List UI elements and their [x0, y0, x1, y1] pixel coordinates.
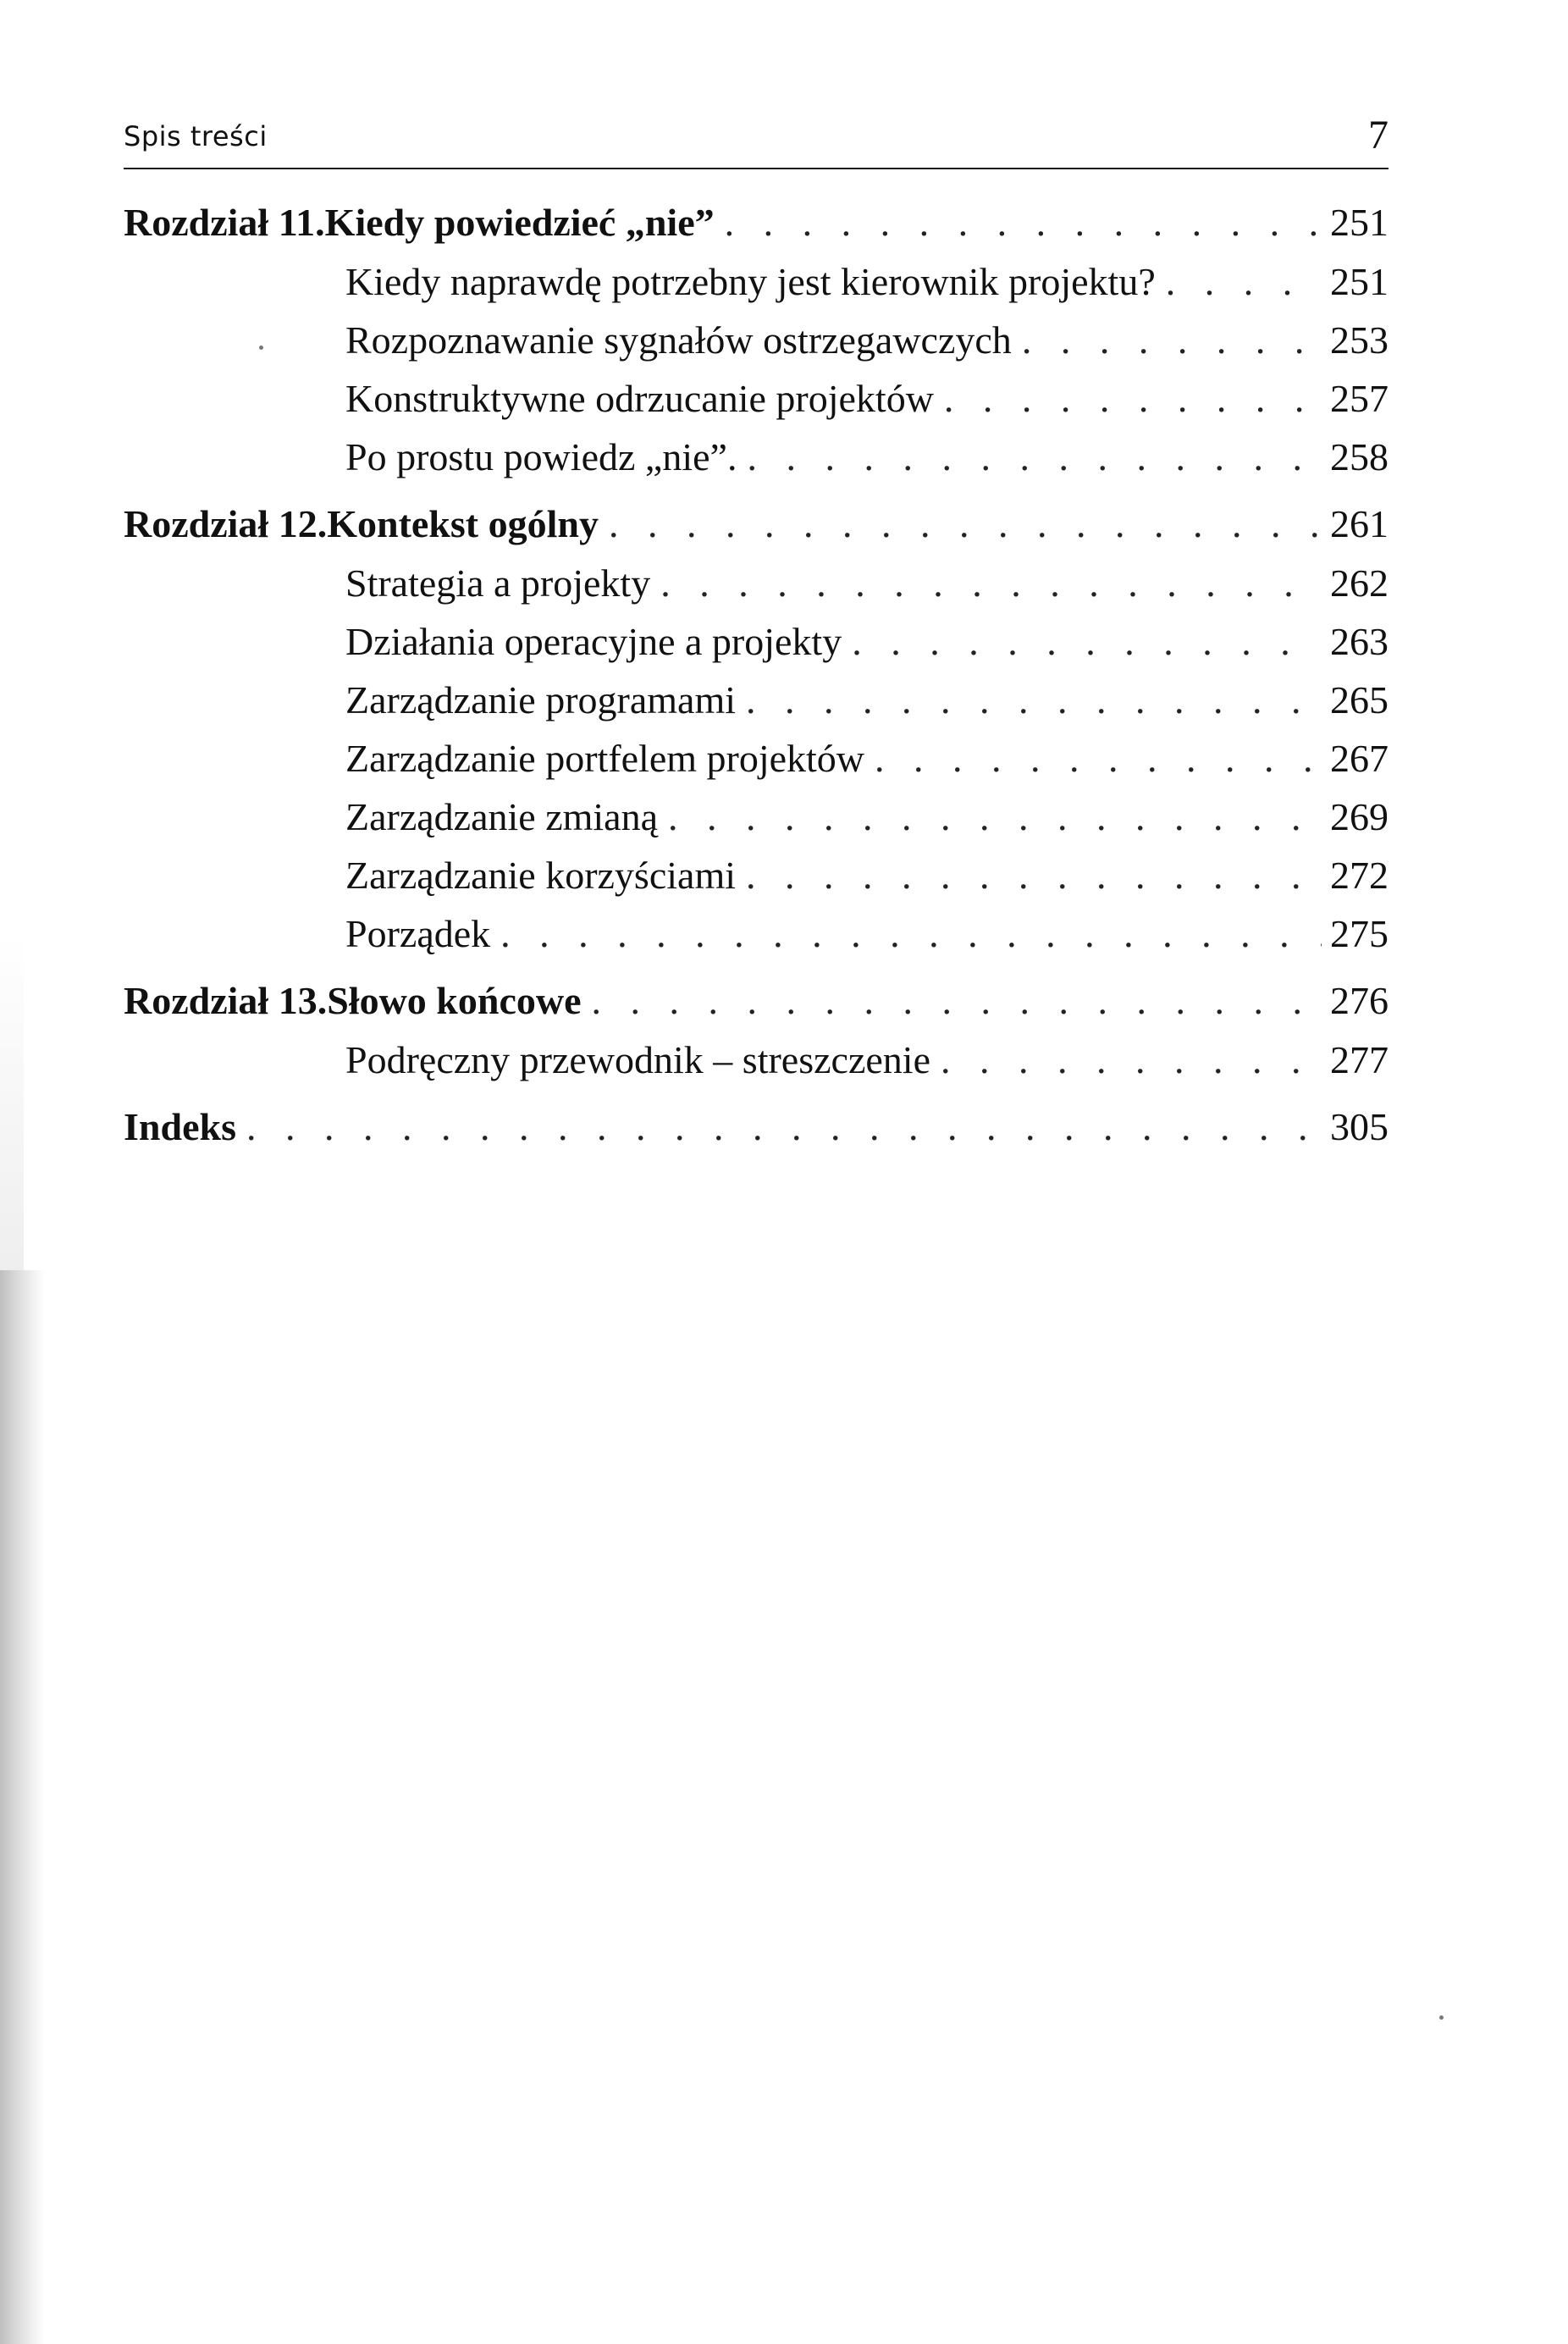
section-page: 269 — [1330, 795, 1389, 838]
toc-section[interactable] — [124, 1037, 1389, 1096]
toc-section[interactable] — [124, 561, 1389, 619]
chapter-title: Kontekst ogólny — [327, 502, 599, 545]
chapter-title: Słowo końcowe — [327, 979, 582, 1022]
dot-leader — [944, 376, 1322, 421]
section-page: 263 — [1330, 620, 1389, 663]
chapter-page: 276 — [1330, 979, 1389, 1022]
scan-speck — [1439, 2015, 1444, 2020]
toc-section[interactable] — [124, 259, 1389, 318]
section-title: Porządek — [345, 912, 491, 955]
section-title: Rozpoznawanie sygnałów ostrzegawczych — [345, 318, 1012, 362]
toc-section[interactable] — [124, 677, 1389, 736]
section-page: 275 — [1330, 912, 1389, 955]
section-page: 267 — [1330, 737, 1389, 780]
section-page: 251 — [1330, 260, 1389, 303]
dot-leader — [246, 1104, 1322, 1149]
dot-leader — [852, 619, 1322, 664]
dot-leader — [609, 501, 1322, 546]
section-title: Zarządzanie korzyściami — [345, 854, 737, 897]
table-of-contents — [124, 200, 1389, 1164]
dot-leader — [1022, 318, 1322, 362]
toc-section[interactable] — [124, 318, 1389, 376]
section-page: 272 — [1330, 854, 1389, 897]
dot-leader — [746, 677, 1322, 722]
toc-chapter-13[interactable] — [124, 978, 1389, 1037]
running-header — [124, 112, 1389, 169]
section-title: Zarządzanie zmianą — [345, 795, 659, 838]
scan-shadow — [0, 1270, 44, 2344]
toc-chapter-12[interactable] — [124, 501, 1389, 561]
toc-section[interactable] — [124, 619, 1389, 677]
chapter-number: Rozdział 13. — [124, 979, 328, 1022]
section-title: Działania operacyjne a projekty — [345, 620, 842, 663]
dot-leader — [941, 1037, 1322, 1082]
index-page: 305 — [1330, 1105, 1389, 1148]
toc-section[interactable] — [124, 736, 1389, 794]
toc-section[interactable] — [124, 794, 1389, 853]
scan-speck — [259, 346, 263, 350]
section-title: Strategia a projekty — [345, 561, 651, 605]
header-title: Spis treści — [124, 120, 268, 152]
index-title: Indeks — [124, 1105, 236, 1148]
chapter-number: Rozdział 11. — [124, 201, 325, 244]
section-title: Zarządzanie programami — [345, 678, 737, 721]
toc-section[interactable] — [124, 853, 1389, 911]
dot-leader — [746, 853, 1322, 898]
scan-shadow-fade — [0, 932, 24, 1270]
section-page: 262 — [1330, 561, 1389, 605]
section-title: Kiedy naprawdę potrzebny jest kierownik projektu? — [345, 260, 1156, 303]
toc-index[interactable] — [124, 1104, 1389, 1164]
toc-chapter-11[interactable] — [124, 200, 1389, 259]
toc-section[interactable] — [124, 434, 1389, 493]
page-number: 7 — [1368, 113, 1389, 158]
section-page: 258 — [1330, 435, 1389, 478]
section-title: Po prostu powiedz „nie”. — [345, 435, 737, 478]
section-title: Podręczny przewodnik – streszczenie — [345, 1038, 930, 1081]
dot-leader — [660, 561, 1322, 605]
dot-leader — [747, 434, 1322, 479]
section-page: 277 — [1330, 1038, 1389, 1081]
chapter-number: Rozdział 12. — [124, 502, 328, 545]
section-page: 253 — [1330, 318, 1389, 362]
dot-leader — [875, 736, 1322, 781]
dot-leader — [725, 200, 1322, 245]
dot-leader — [1166, 259, 1322, 304]
chapter-page: 251 — [1330, 201, 1389, 244]
dot-leader — [592, 978, 1322, 1023]
dot-leader — [668, 794, 1322, 839]
section-title: Zarządzanie portfelem projektów — [345, 737, 865, 780]
dot-leader — [500, 911, 1322, 956]
section-page: 257 — [1330, 377, 1389, 420]
chapter-title: Kiedy powiedzieć „nie” — [324, 201, 715, 244]
section-page: 265 — [1330, 678, 1389, 721]
toc-section[interactable] — [124, 911, 1389, 970]
chapter-page: 261 — [1330, 502, 1389, 545]
toc-section[interactable] — [124, 376, 1389, 434]
section-title: Konstruktywne odrzucanie projektów — [345, 377, 934, 420]
